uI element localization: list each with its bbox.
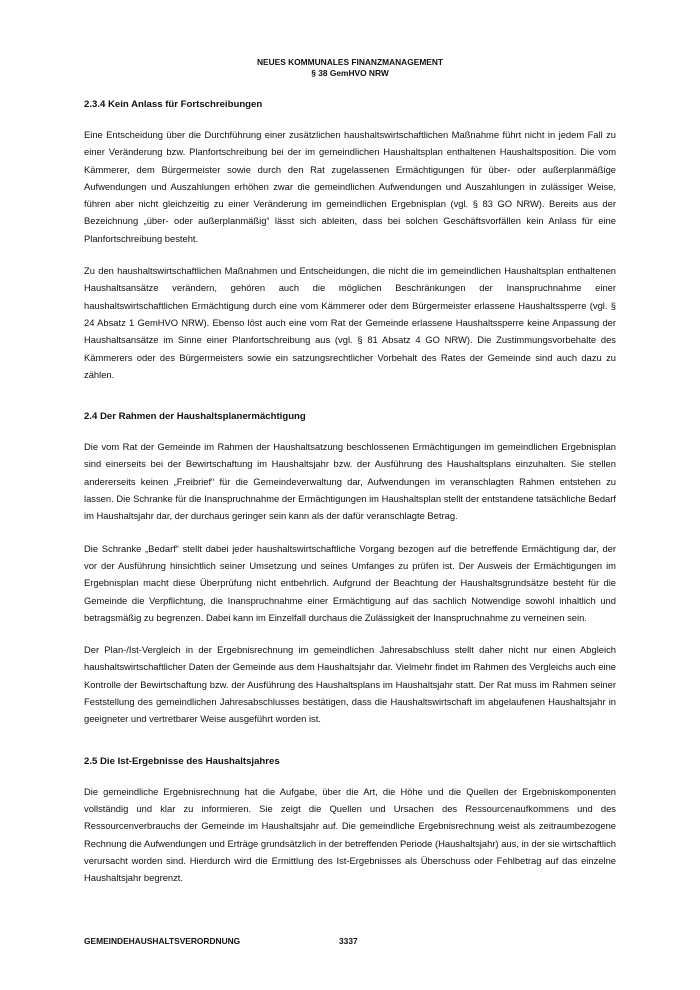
footer-title: GEMEINDEHAUSHALTSVERORDNUNG (84, 936, 241, 946)
page-number: 3337 (339, 936, 358, 946)
paragraph: Eine Entscheidung über die Durchführung einer zusätzlichen haushaltswirtschaftlichen Maßnahme führt nicht in jedem Fall zu einer Veränderung bzw. Planfortschreibung bei der im gemeindlichen Haushaltsplan enthaltenen Haushaltsposition. Die vom Kämmerer, dem Bürgermeister sowie durch den Rat zugelassenen Ermächtigungen für über- oder außerplanmäßige Aufwendungen und Auszahlungen erhöhen zwar die gemeindlichen Aufwendungen und Auszahlungen in zulässiger Weise, führen aber nicht gleichzeitig zu einer Veränderung im gemeindlichen Ergebnisplan (vgl. § 83 GO NRW). Bereits aus der Bezeichnung „über- oder außerplanmäßig“ lässt sich ableiten, dass bei solchen Geschäftsvorfällen kein Anlass für eine Planfortschreibung besteht. (84, 129, 616, 244)
section-heading: 2.5 Die Ist-Ergebnisse des Haushaltsjahres (84, 755, 280, 767)
paragraph: Zu den haushaltswirtschaftlichen Maßnahmen und Entscheidungen, die nicht die im gemeindlichen Haushaltsplan enthaltenen Haushaltsansätze verändern, gehören auch die möglichen Beschränkungen der Inanspruchnahme einer haushaltswirtschaftlichen Ermächtigung durch eine vom Kämmerer oder dem Bürgermeister erlassene Haushaltssperre (vgl. § 24 Absatz 1 GemHVO NRW). Ebenso löst auch eine vom Rat der Gemeinde erlassene Haushaltssperre keine Anpassung der Haushaltsansätze im Sinne einer Planfortschreibung aus (vgl. § 81 Absatz 4 GO NRW). Die Zustimmungsvorbehalte des Kämmerers oder des Bürgermeisters sowie ein satzungsrechtlicher Vorbehalt des Rates der Gemeinde sind auch dazu zu zählen. (84, 265, 616, 380)
page-header (0, 57, 700, 78)
section-heading: 2.4 Der Rahmen der Haushaltsplanermächtigung (84, 411, 306, 423)
paragraph: Die Schranke „Bedarf“ stellt dabei jeder haushaltswirtschaftliche Vorgang bezogen auf die betreffende Ermächtigung dar, der vor der Ausführung hinsichtlich seiner Umsetzung und seines Umfanges zu prüfen ist. Der Ausweis der Ermächtigungen im Ergebnisplan macht diese Überprüfung nicht entbehrlich. Aufgrund der Beachtung der Haushaltsgrundsätze besteht für die Gemeinde die Verpflichtung, die Inanspruchnahme einer Ermächtigung auf das sachlich Notwendige sowohl inhaltlich und betragsmäßig zu begrenzen. Dabei kann im Einzelfall durchaus die Zulässigkeit der Inanspruchnahme zu verneinen sein. (84, 542, 616, 623)
header-subtitle: § 38 GemHVO NRW (311, 67, 389, 78)
header-title: NEUES KOMMUNALES FINANZMANAGEMENT (256, 57, 444, 67)
paragraph: Die vom Rat der Gemeinde im Rahmen der Haushaltsatzung beschlossenen Ermächtigungen im gemeindlichen Ergebnisplan sind einerseits bei der Bewirtschaftung im Haushaltsjahr bzw. der Ausführung des Haushaltsplans einzuhalten. Sie stellen andererseits keinen „Freibrief“ für die Gemeindeverwaltung dar, Aufwendungen im veranschlagten Rahmen entstehen zu lassen. Die Schranke für die Inanspruchnahme der Ermächtigungen im Haushaltsplan stellt der entstandene tatsächliche Bedarf im Haushaltsjahr dar, der durchaus geringer sein kann als der dafür veranschlagte Betrag. (84, 441, 616, 522)
page-footer (84, 936, 616, 946)
section-heading: 2.3.4 Kein Anlass für Fortschreibungen (84, 99, 263, 110)
paragraph: Die gemeindliche Ergebnisrechnung hat die Aufgabe, über die Art, die Höhe und die Quellen der Ergebniskomponenten vollständig und klar zu informieren. Sie zeigt die Quellen und Ursachen des Ressourcenaufkommens und des Ressourcenverbrauchs der Gemeinde im Haushaltsjahr auf. Die gemeindliche Ergebnisrechnung weist als zeitraumbezogene Rechnung die Aufwendungen und Erträge grundsätzlich in der betreffenden Periode (Haushaltsjahr) aus, in der sie wirtschaftlich verursacht worden sind. Hierdurch wird die Ermittlung des Ist-Ergebnisses als Überschuss oder Fehlbetrag auf das einzelne Haushaltsjahr begrenzt. (84, 785, 616, 884)
document-body (84, 98, 616, 886)
paragraph: Der Plan-/Ist-Vergleich in der Ergebnisrechnung im gemeindlichen Jahresabschluss stellt daher nicht nur einen Abgleich haushaltswirtschaftlicher Daten der Gemeinde aus dem Haushaltsjahr dar. Vielmehr findet im Rahmen des Vergleichs auch eine Kontrolle der Bewirtschaftung bzw. der Ausführung des Haushaltsplans im Haushaltsjahr statt. Der Rat muss im Rahmen seiner Feststellung des gemeindlichen Jahresabschlusses bestätigen, dass die Haushaltswirtschaft im abgelaufenen Haushaltsjahr in geeigneter und vertretbarer Weise ausgeführt worden ist. (84, 644, 616, 725)
